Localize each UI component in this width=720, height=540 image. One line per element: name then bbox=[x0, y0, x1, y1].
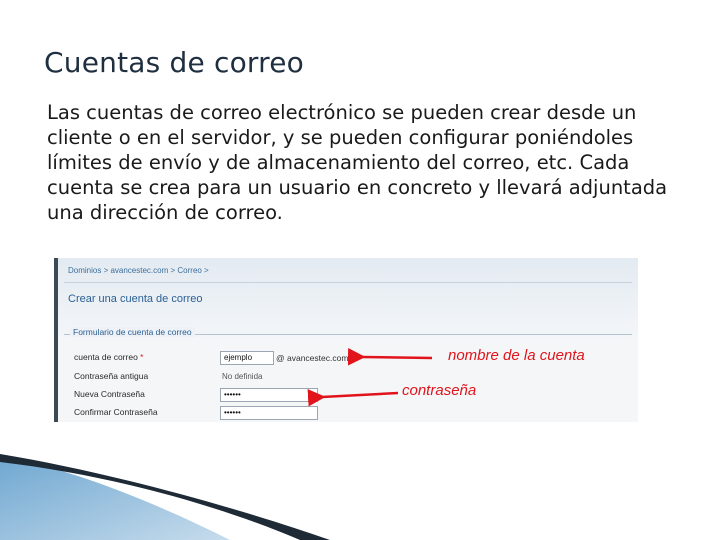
form-title: Crear una cuenta de correo bbox=[68, 293, 203, 305]
slide-title: Cuentas de correo bbox=[44, 46, 304, 79]
slide-body-text: Las cuentas de correo electrónico se pueden crear desde un cliente o en el servidor, y se pueden configurar poniéndoles límites de envío y de almacenamiento del correo, etc. Cada cuenta se crea para un usuario en concreto y llevará adjuntada una dirección de correo. bbox=[47, 101, 668, 224]
account-name-input[interactable]: ejemplo bbox=[220, 351, 274, 365]
account-label-text: cuenta de correo bbox=[74, 352, 138, 362]
arrow-to-password-input bbox=[322, 393, 398, 397]
annotation-password: contraseña bbox=[402, 382, 477, 399]
confirm-password-input[interactable]: •••••• bbox=[220, 406, 318, 420]
confirm-password-label: Confirmar Contraseña bbox=[74, 407, 158, 417]
arrow-to-account-input bbox=[362, 357, 432, 358]
decorative-swoosh bbox=[0, 450, 720, 540]
required-mark: * bbox=[140, 352, 144, 362]
old-password-label: Contraseña antigua bbox=[74, 371, 149, 381]
breadcrumb[interactable]: Dominios > avancestec.com > Correo > bbox=[68, 266, 209, 275]
form-legend: Formulario de cuenta de correo bbox=[70, 327, 195, 337]
swoosh-light bbox=[0, 456, 230, 540]
new-password-label: Nueva Contraseña bbox=[74, 389, 145, 399]
annotation-account-name: nombre de la cuenta bbox=[448, 347, 585, 364]
old-password-value: No definida bbox=[222, 372, 263, 381]
new-password-input[interactable]: •••••• bbox=[220, 388, 318, 402]
domain-suffix: @ avancestec.com bbox=[276, 353, 349, 363]
